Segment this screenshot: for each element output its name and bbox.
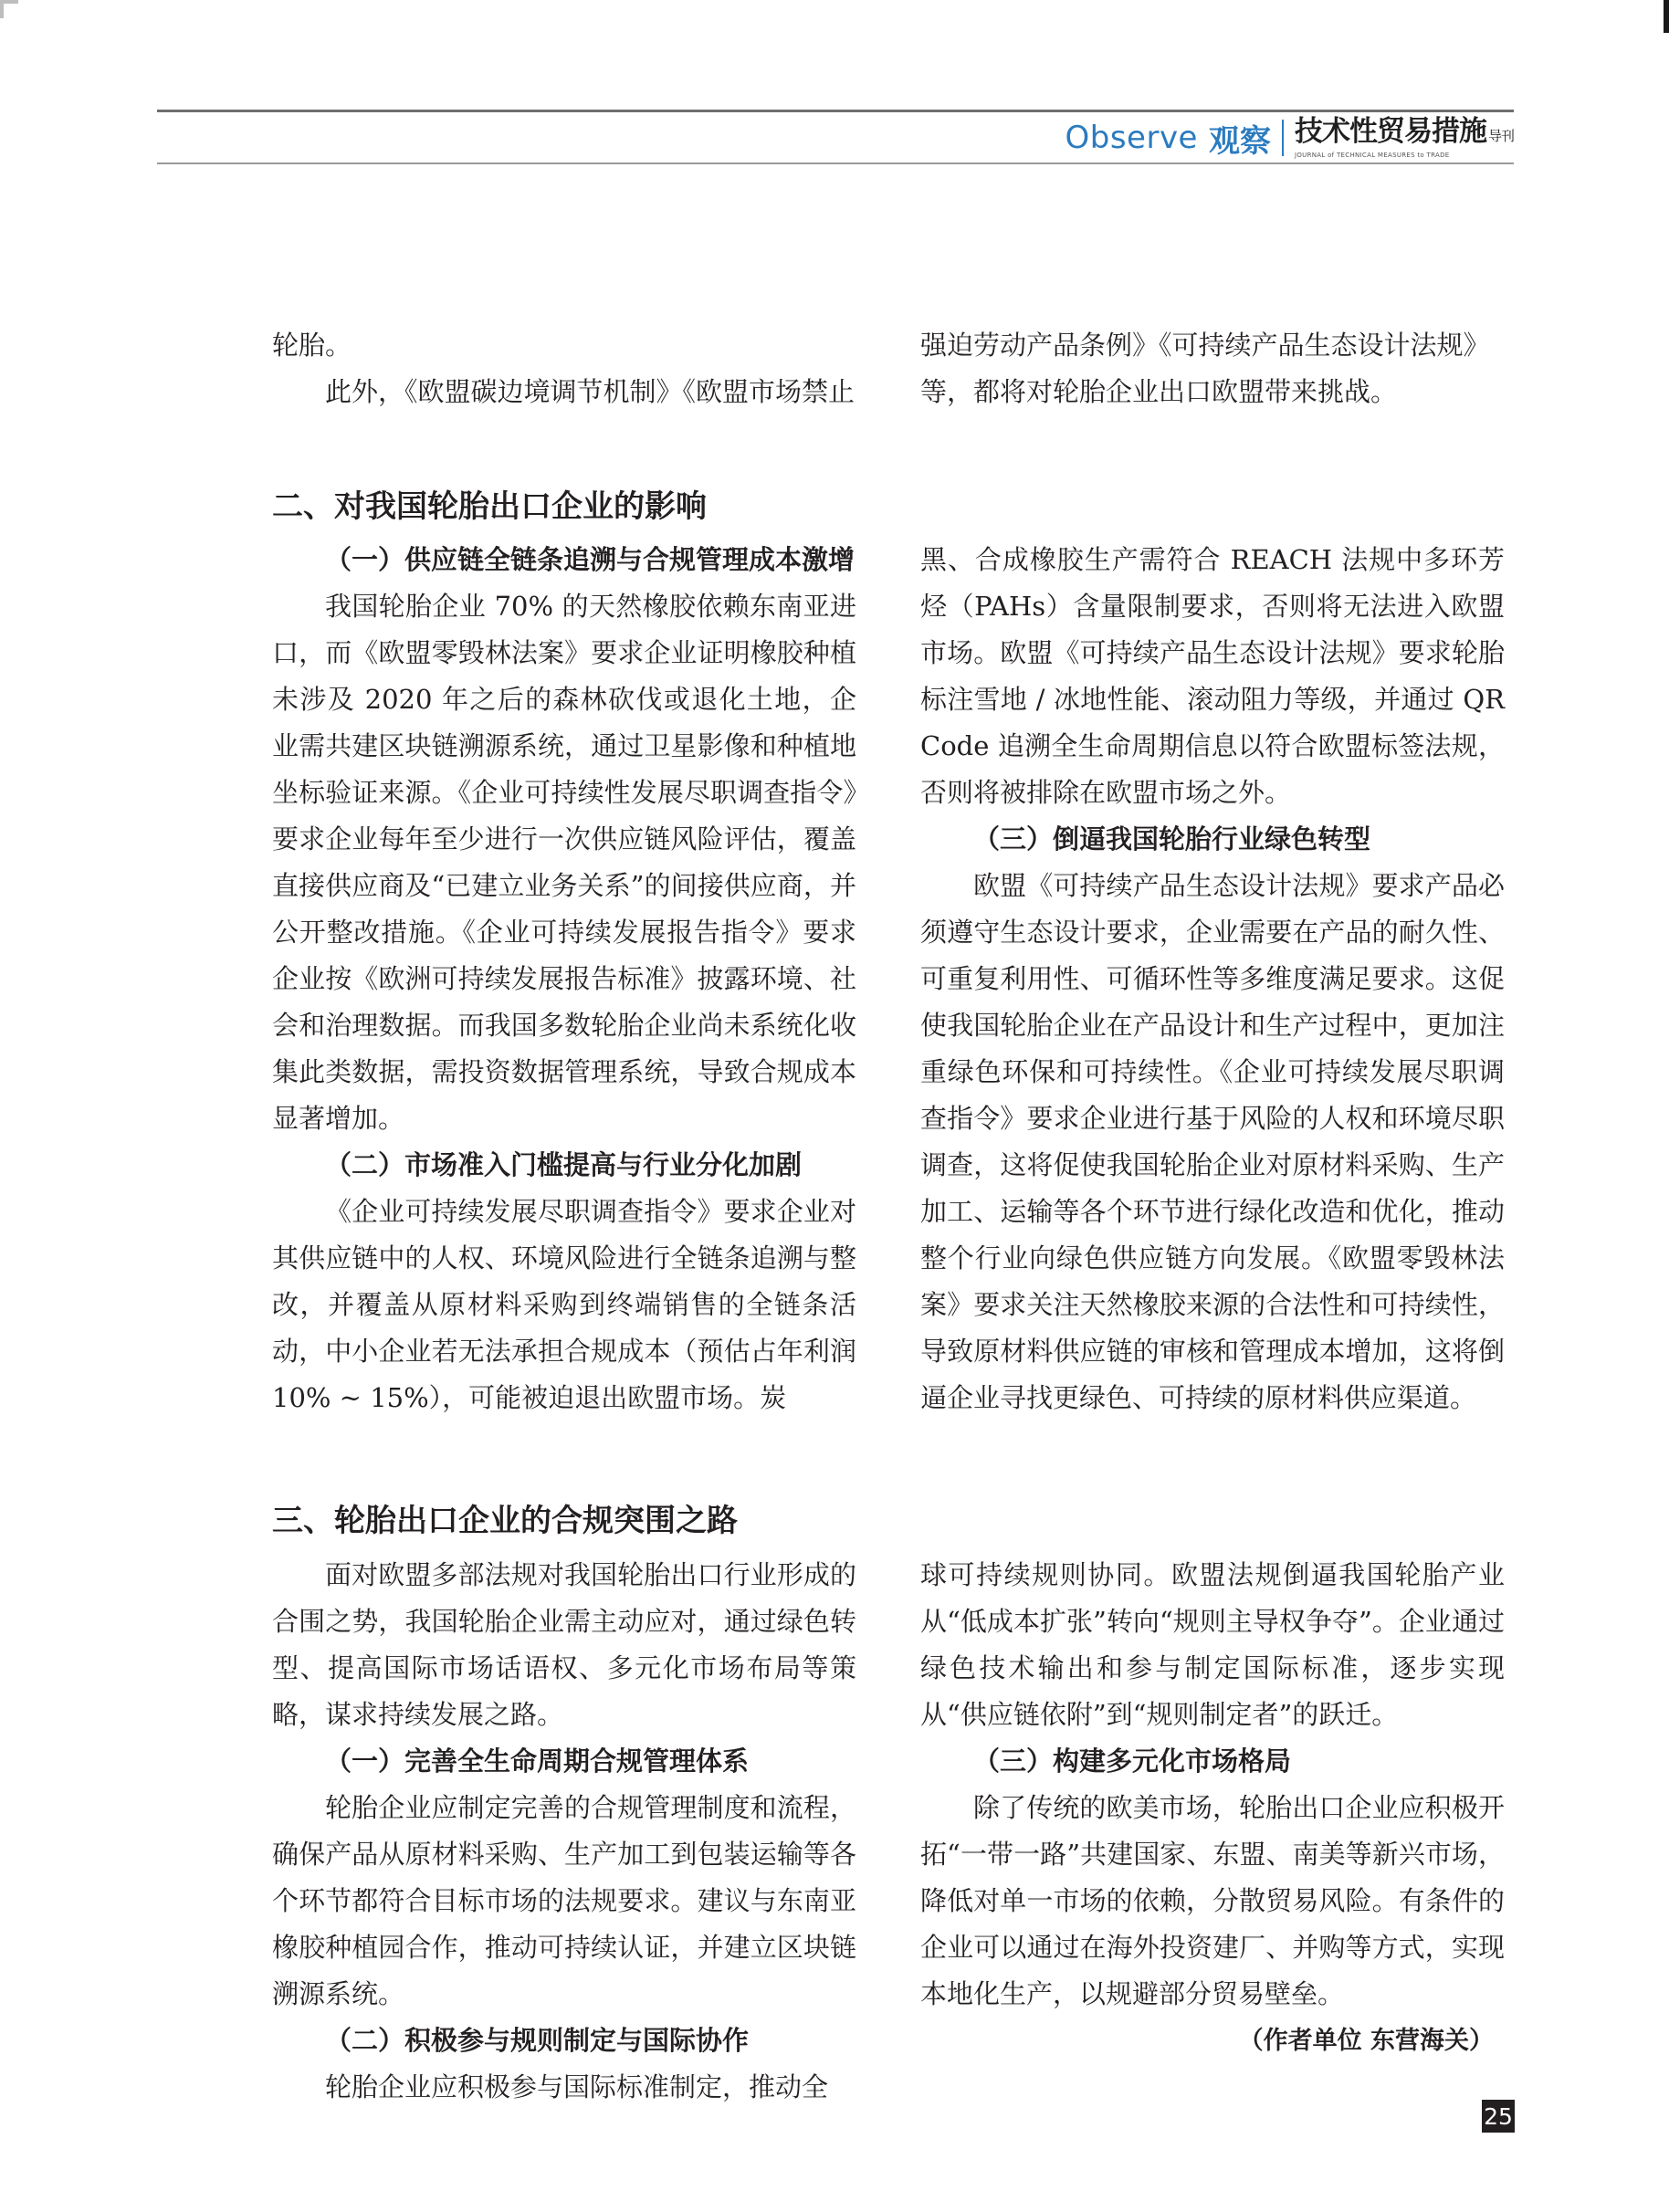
section3-left-column	[272, 1552, 856, 2111]
paragraph: 强迫劳动产品条例》《可持续产品生态设计法规》	[920, 330, 1490, 361]
observe-label: Observe	[1065, 120, 1198, 156]
subsection-heading: （一）完善全生命周期合规管理体系	[325, 1745, 750, 1777]
header-rule-lower	[157, 162, 1514, 164]
crop-mark	[0, 0, 18, 4]
top-left-column	[272, 322, 856, 415]
paragraph: 欧盟《可持续产品生态设计法规》要求产品必须遵守生态设计要求，企业需要在产品的耐久性、可重复利用性、可循环性等多维度满足要求。这促使我国轮胎企业在产品设计和生产过程中，更加注重绿色环保和可持续性。《企业可持续发展尽职调查指令》要求企业进行基于风险的人权和环境尽职调查，这将促使我国轮胎企业对原材料采购、生产加工、运输等各个环节进行绿化改造和优化，推动整个行业向绿色供应链方向发展。《欧盟零毁林法案》要求关注天然橡胶来源的合法性和可持续性，导致原材料供应链的审核和管理成本增加，这将倒逼企业寻找更绿色、可持续的原材料供应渠道。	[920, 870, 1505, 1413]
subsection-heading: （二）积极参与规则制定与国际协作	[325, 2025, 750, 2056]
page-number: 25	[1482, 2100, 1515, 2133]
author-affiliation: （作者单位 东营海关）	[1238, 2027, 1494, 2055]
subsection-heading: （三）倒逼我国轮胎行业绿色转型	[973, 823, 1371, 854]
journal-subtitle: JOURNAL of TECHNICAL MEASURES to TRADE	[1294, 152, 1450, 159]
paragraph: 球可持续规则协同。欧盟法规倒逼我国轮胎产业从“低成本扩张”转向“规则主导权争夺”。企业通过绿色技术输出和参与制定国际标准，逐步实现从“供应链依附”到“规则制定者”的跃迁。	[920, 1559, 1505, 1730]
journal-logo	[1295, 116, 1514, 160]
paragraph: 轮胎企业应积极参与国际标准制定，推动全	[325, 2071, 829, 2102]
crop-mark	[1664, 0, 1669, 33]
paragraph: 面对欧盟多部法规对我国轮胎出口行业形成的合围之势，我国轮胎企业需主动应对，通过绿色转型、提高国际市场话语权、多元化市场布局等策略，谋求持续发展之路。	[272, 1559, 856, 1730]
journal-title: 技术性贸易措施	[1294, 115, 1486, 148]
section3-right-column	[920, 1552, 1505, 2064]
paragraph: 轮胎企业应制定完善的合规管理制度和流程，确保产品从原材料采购、生产加工到包装运输等各个环节都符合目标市场的法规要求。建议与东南亚橡胶种植园合作，推动可持续认证，并建立区块链溯源系统。	[272, 1792, 856, 2009]
header-divider	[1282, 120, 1284, 156]
subsection-heading: （二）市场准入门槛提高与行业分化加剧	[325, 1149, 803, 1180]
header-rule	[157, 110, 1514, 112]
journal-tag: 导刊	[1487, 128, 1514, 144]
running-header	[1065, 115, 1514, 161]
paragraph: 此外，《欧盟碳边境调节机制》《欧盟市场禁止	[325, 376, 855, 407]
observe-label-cn: 观察	[1208, 122, 1271, 160]
section-heading: 二、对我国轮胎出口企业的影响	[272, 488, 707, 525]
subsection-heading: （一）供应链全链条追溯与合规管理成本激增	[325, 544, 855, 575]
section2-left-column	[272, 537, 856, 1421]
section-heading: 三、轮胎出口企业的合规突围之路	[272, 1503, 738, 1539]
top-right-column	[920, 322, 1505, 415]
section2-right-column	[920, 537, 1505, 1421]
paragraph: 除了传统的欧美市场，轮胎出口企业应积极开拓“一带一路”共建国家、东盟、南美等新兴市场，降低对单一市场的依赖，分散贸易风险。有条件的企业可以通过在海外投资建厂、并购等方式，实现本地化生产，以规避部分贸易壁垒。	[920, 1792, 1505, 2009]
paragraph: 我国轮胎企业 70% 的天然橡胶依赖东南亚进口，而《欧盟零毁林法案》要求企业证明橡胶种植未涉及 2020 年之后的森林砍伐或退化土地，企业需共建区块链溯源系统，通过卫星影像和种植地坐标验证来源。《企业可持续性发展尽职调查指令》要求企业每年至少进行一次供应链风险评估，覆盖直接供应商及“已建立业务关系”的间接供应商，并公开整改措施。《企业可持续发展报告指令》要求企业按《欧洲可持续发展报告标准》披露环境、社会和治理数据。而我国多数轮胎企业尚未系统化收集此类数据，需投资数据管理系统，导致合规成本显著增加。	[272, 591, 856, 1134]
subsection-heading: （三）构建多元化市场格局	[973, 1745, 1292, 1777]
paragraph: 《企业可持续发展尽职调查指令》要求企业对其供应链中的人权、环境风险进行全链条追溯与整改，并覆盖从原材料采购到终端销售的全链条活动，中小企业若无法承担合规成本（预估占年利润 10% ~ 15%），可能被迫退出欧盟市场。炭	[272, 1196, 856, 1413]
paragraph: 等，都将对轮胎企业出口欧盟带来挑战。	[920, 376, 1398, 407]
paragraph: 黑、合成橡胶生产需符合 REACH 法规中多环芳烃（PAHs）含量限制要求，否则将无法进入欧盟市场。欧盟《可持续产品生态设计法规》要求轮胎标注雪地 / 冰地性能、滚动阻力等级，并通过 QR Code 追溯全生命周期信息以符合欧盟标签法规，否则将被排除在欧盟市场之外。	[920, 544, 1505, 808]
paragraph: 轮胎。	[272, 330, 352, 361]
